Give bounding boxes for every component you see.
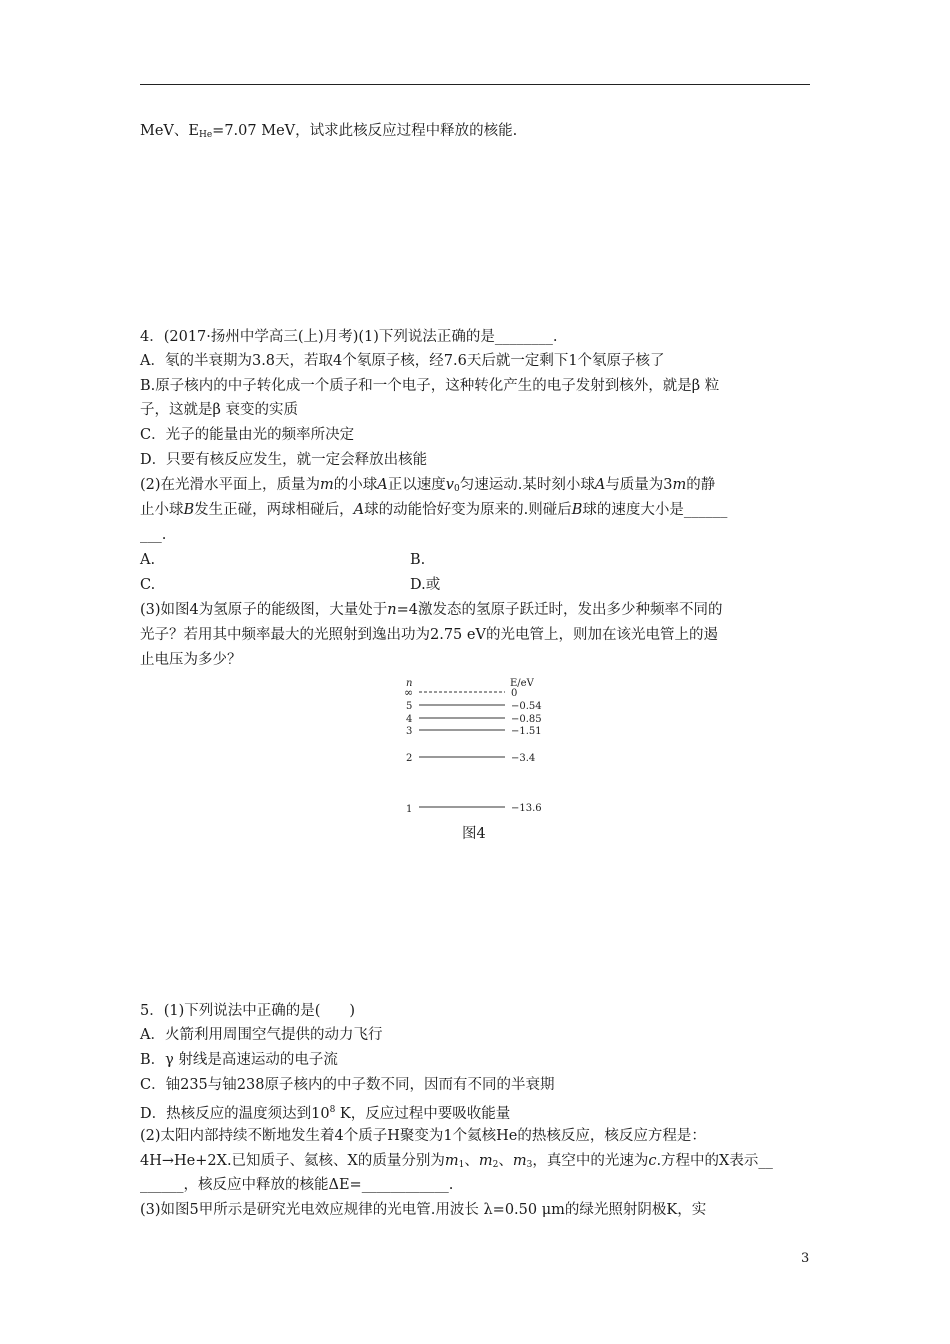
- q5-option-c: C．铀235与铀238原子核内的中子数不同，因而有不同的半衰期: [140, 1077, 555, 1093]
- q4-choice-b: B.: [410, 552, 426, 568]
- level-n-2: 2: [406, 753, 413, 764]
- page-number: 3: [801, 1251, 810, 1266]
- q5-part3-line1: (3)如图5甲所示是研究光电效应规律的光电管.用波长 λ=0.50 μm的绿光照射阴极K，实: [140, 1202, 707, 1218]
- level-n-3: 3: [406, 726, 413, 737]
- level-n-4: 4: [406, 714, 413, 725]
- level-e-inf: 0: [511, 688, 518, 699]
- q4-option-b-line1: B.原子核内的中子转化成一个质子和一个电子，这种转化产生的电子发射到核外，就是β 粒: [140, 378, 720, 394]
- level-e-1: −13.6: [511, 803, 542, 814]
- level-n-1: 1: [406, 804, 413, 815]
- q5-part2-line3: ______，核反应中释放的核能ΔE=____________.: [140, 1177, 454, 1193]
- q5-option-a: A．火箭利用周围空气提供的动力飞行: [140, 1027, 383, 1043]
- figure-caption: 图4: [462, 826, 486, 842]
- q5-header: 5．(1)下列说法中正确的是( ): [140, 1003, 356, 1019]
- q5-option-b: B．γ 射线是高速运动的电子流: [140, 1052, 338, 1068]
- level-e-5: −0.54: [511, 701, 542, 712]
- q5-part2-line2: 4H→He+2X.已知质子、氦核、X的质量分别为$m_1$、$m_2$、$m_3$，真空中的光速为c.方程中的X表示__: [140, 1153, 773, 1170]
- q4-option-a: A．氡的半衰期为3.8天，若取4个氡原子核，经7.6天后就一定剩下1个氡原子核了: [140, 353, 665, 369]
- level-e-3: −1.51: [511, 726, 542, 737]
- q4-option-b-line2: 子，这就是β 衰变的实质: [140, 402, 298, 418]
- q4-part3-line3: 止电压为多少？: [140, 652, 242, 668]
- q4-choice-d: D.或: [410, 577, 441, 593]
- level-n-inf: ∞: [404, 686, 414, 699]
- q4-part2-line1: (2)在光滑水平面上，质量为m的小球A正以速度$v_0$匀速运动.某时刻小球A与质量为3m的静: [140, 477, 716, 494]
- energy-level-diagram: [395, 674, 565, 819]
- q4-option-d: D．只要有核反应发生，就一定会释放出核能: [140, 452, 428, 468]
- q4-part2-line2: 止小球B发生正碰，两球相碰后，A球的动能恰好变为原来的.则碰后B球的速度大小是______: [140, 502, 728, 518]
- header-rule: [140, 84, 810, 85]
- q4-choice-c: C.: [140, 577, 156, 593]
- level-n-5: 5: [406, 701, 413, 712]
- level-e-2: −3.4: [511, 753, 536, 764]
- q4-part2-line3: ___.: [140, 527, 167, 543]
- q4-choice-a: A.: [140, 552, 156, 568]
- q4-option-c: C．光子的能量由光的频率所决定: [140, 427, 355, 443]
- q5-option-d: D．热核反应的温度须达到$10^8$ K，反应过程中要吸收能量: [140, 1105, 511, 1122]
- axis-label-energy: E/eV: [510, 678, 534, 689]
- continuation-line: MeV、$E_{He}=7.07$ MeV，试求此核反应过程中释放的核能.: [140, 123, 518, 140]
- q5-part2-line1: (2)太阳内部持续不断地发生着4个质子H聚变为1个氦核He的热核反应，核反应方程是：: [140, 1128, 706, 1144]
- axis-label-n: n: [406, 678, 413, 689]
- q4-part3-line2: 光子？若用其中频率最大的光照射到逸出功为2.75 eV的光电管上，则加在该光电管上的遏: [140, 627, 718, 643]
- level-e-4: −0.85: [511, 714, 542, 725]
- q4-header: 4．(2017·扬州中学高三(上)月考)(1)下列说法正确的是________.: [140, 329, 558, 345]
- q4-part3-line1: (3)如图4为氢原子的能级图，大量处于n=4激发态的氢原子跃迁时，发出多少种频率不同的: [140, 602, 723, 618]
